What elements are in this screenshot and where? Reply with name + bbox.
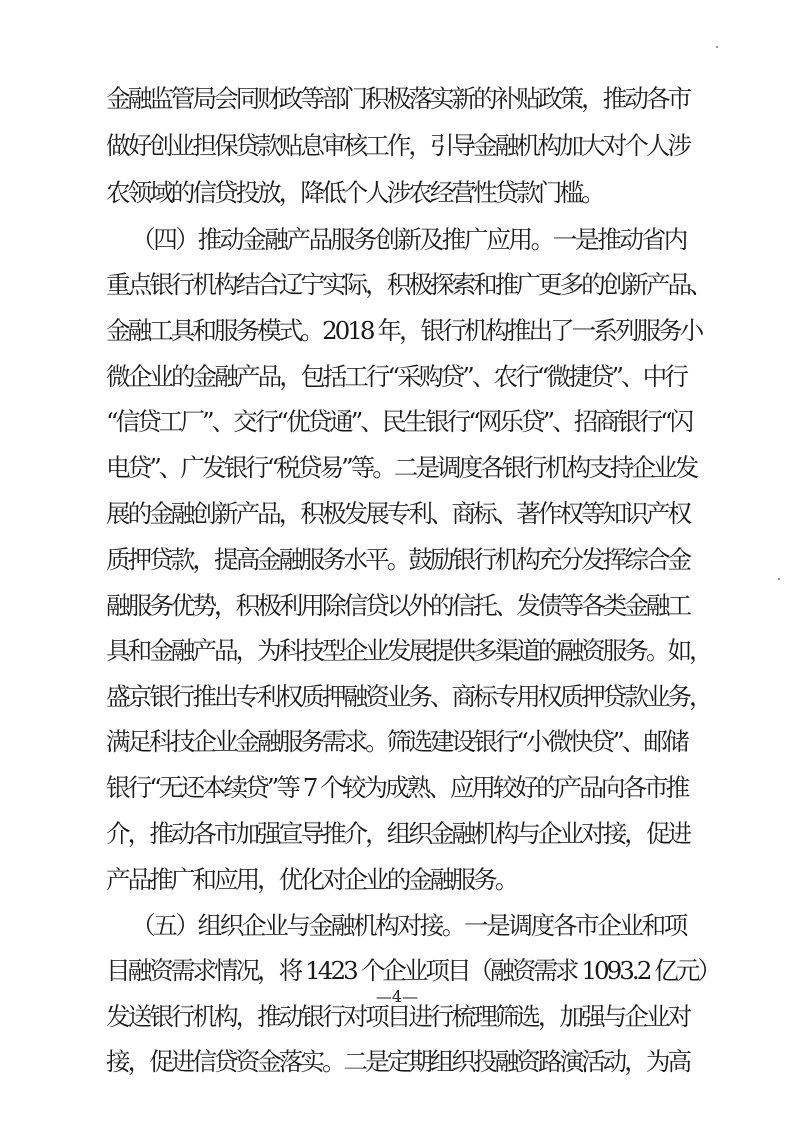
- text-line: 电贷”、广发银行“税贷易”等。二是调度各银行机构支持企业发: [106, 453, 697, 482]
- text-line: 金融工具和服务模式。2018 年，银行机构推出了一系列服务小: [106, 316, 702, 345]
- text-line: 融服务优势，积极利用除信贷以外的信托、发债等各类金融工: [106, 591, 690, 620]
- scan-speck: [716, 46, 718, 48]
- text-line: 农领域的信贷投放，降低个人涉农经营性贷款门槛。: [106, 178, 603, 207]
- text-line: 质押贷款，提高金融服务水平。鼓励银行机构充分发挥综合金: [106, 545, 690, 574]
- text-line: 发送银行机构，推动银行对项目进行梳理筛选，加强与企业对: [106, 1002, 690, 1031]
- text-line: （五）组织企业与金融机构对接。一是调度各市企业和项: [131, 911, 686, 940]
- text-line: 接，促进信贷资金落实。二是定期组织投融资路演活动，为高: [106, 1047, 690, 1076]
- text-line: 盛京银行推出专利权质押融资业务、商标专用权质押贷款业务，: [106, 682, 711, 711]
- text-line: 重点银行机构结合辽宁实际，积极探索和推广更多的创新产品、: [106, 270, 711, 299]
- text-line: 介，推动各市加强宣导推介，组织金融机构与企业对接，促进: [106, 819, 690, 848]
- text-line: 金融监管局会同财政等部门积极落实新的补贴政策，推动各市: [106, 84, 690, 113]
- text-line: 微企业的金融产品，包括工行“采购贷”、农行“微捷贷”、中行: [106, 362, 686, 391]
- text-line: 满足科技企业金融服务需求。筛选建设银行“小微快贷”、邮储: [106, 727, 687, 756]
- text-line: “信贷工厂”、交行“优贷通”、民生银行“网乐贷”、招商银行“闪: [106, 407, 692, 436]
- text-line: 目融资需求情况，将 1423 个企业项目（融资需求 1093.2 亿元）: [106, 956, 719, 985]
- text-line: 产品推广和应用，优化对企业的金融服务。: [106, 865, 517, 894]
- text-line: 展的金融创新产品，积极发展专利、商标、著作权等知识产权: [106, 499, 690, 528]
- page-number: —4—: [375, 987, 419, 1006]
- text-line: （四）推动金融产品服务创新及推广应用。一是推动省内: [131, 225, 686, 254]
- text-line: 银行“无还本续贷”等 7 个较为成熟、应用较好的产品向各市推: [106, 773, 688, 802]
- text-line: 具和金融产品，为科技型企业发展提供多渠道的融资服务。如，: [106, 636, 711, 665]
- scan-speck: [778, 578, 780, 580]
- text-line: 做好创业担保贷款贴息审核工作，引导金融机构加大对个人涉: [106, 131, 690, 160]
